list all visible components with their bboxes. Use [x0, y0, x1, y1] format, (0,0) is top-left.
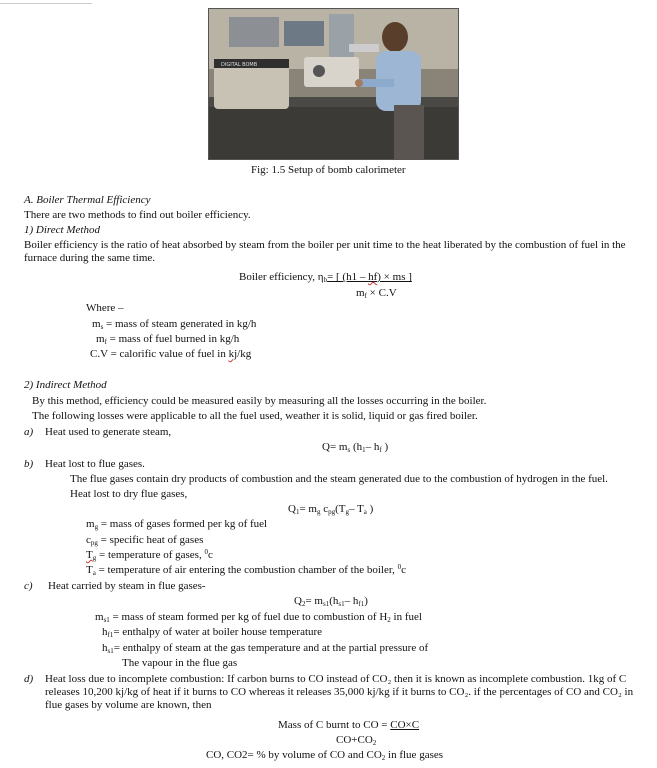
bomb-calorimeter-photo — [208, 8, 459, 160]
definition-hs1: $h_{s1}=$ enthalpy of steam at the gas temperature and at the partial pressure of — [102, 642, 429, 655]
equation-q1: $Q_1= m_g$ $c_{pg}(T_g-$ $T_a$ ) — [288, 503, 374, 516]
mass-carbon-equation: Mass of C burnt to CO = CO×C — [278, 719, 420, 731]
mass-carbon-denominator: $CO+CO_2$ — [336, 734, 377, 747]
device-label: DIGITAL BOMB — [221, 62, 258, 68]
figure-caption: Fig: 1.5 Setup of bomb calorimeter — [251, 164, 406, 176]
item-a-label: a) — [24, 426, 34, 438]
page-top-rule — [0, 3, 92, 4]
item-b-para-2: Heat lost to dry flue gases, — [70, 488, 188, 500]
efficiency-formula: Boiler efficiency, $\eta_b=$ [ (h1 – hf) × ms ] — [239, 271, 412, 284]
co-definition: CO, CO2= % by volume of CO and $CO_2$ in flue gases — [206, 749, 444, 762]
item-a-text: Heat used to generate steam, — [45, 426, 172, 438]
direct-method-paragraph: Boiler efficiency is the ratio of heat absorbed by steam from the boiler per unit time to the heat liberated by the combustion of fuel in the furnace during the same time. — [24, 239, 626, 264]
photo-illustration — [209, 9, 459, 160]
methods-intro: There are two methods to find out boiler efficiency. — [24, 209, 251, 221]
item-d-label: d) — [24, 673, 34, 685]
equation-q2: $Q_2= m_{s1}(h_{s1}-$ $h_{f1}$) — [294, 595, 368, 608]
item-b-text: Heat lost to flue gases. — [45, 458, 145, 470]
definition-hs1-cont: The vapour in the flue gas — [122, 657, 238, 669]
definition-ms1: $m_{s1}$ = mass of steam formed per kg of fuel due to combustion of $H_2$ in fuel — [95, 611, 422, 624]
item-b-label: b) — [24, 458, 34, 470]
indirect-para-1: By this method, efficiency could be measured easily by measuring all the losses occurring in the boiler. — [32, 395, 487, 407]
definition-mg: $m_g$ = mass of gases formed per kg of fuel — [86, 518, 268, 531]
item-b-para-1: The flue gases contain dry products of combustion and the steam generated due to the combustion of hydrogen in the fuel. — [70, 473, 608, 485]
efficiency-formula-denominator: $m_f \times C.V$ — [356, 287, 397, 300]
item-c-label: c) — [24, 580, 33, 592]
section-heading-boiler-efficiency: A. Boiler Thermal Efficiency — [24, 194, 151, 206]
definition-mf: $m_f$ = mass of fuel burned in kg/h — [96, 333, 240, 346]
indirect-para-2: The following losses were applicable to all the fuel used, weather it is solid, liquid or gas fired boiler. — [32, 410, 478, 422]
direct-method-heading: 1) Direct Method — [24, 224, 100, 236]
definition-tg: $T_g$ = temperature of gases, $^0$c — [86, 548, 213, 562]
equation-q: $Q= m_s$ ($h_1-$ $h_f$ ) — [322, 441, 389, 454]
indirect-method-heading: 2) Indirect Method — [24, 379, 107, 391]
definition-cpg: $c_{pg}$ = specific heat of gases — [86, 534, 204, 547]
where-label: Where – — [86, 302, 124, 314]
definition-ms: $m_s$ = mass of steam generated in kg/h — [92, 318, 257, 331]
item-c-text: Heat carried by steam in flue gases- — [48, 580, 206, 592]
definition-ta: $T_a$ = temperature of air entering the combustion chamber of the boiler, $^0$c — [86, 563, 406, 577]
definition-cv: C.V = calorific value of fuel in kj/kg — [90, 348, 252, 360]
definition-hf1: $h_{f1}=$ enthalpy of water at boiler house temperature — [102, 626, 323, 639]
item-d-paragraph: Heat loss due to incomplete combustion: If carbon burns to CO instead of CO₂ then it is known as incomplete combustion. 1kg of C releases 10,200 kj/kg of heat if it burns to CO whereas it releases 35,000 kj/kg if it burns to CO₂. if the percentages of CO and CO₂ in flue gases by volume are known, then — [45, 673, 634, 711]
